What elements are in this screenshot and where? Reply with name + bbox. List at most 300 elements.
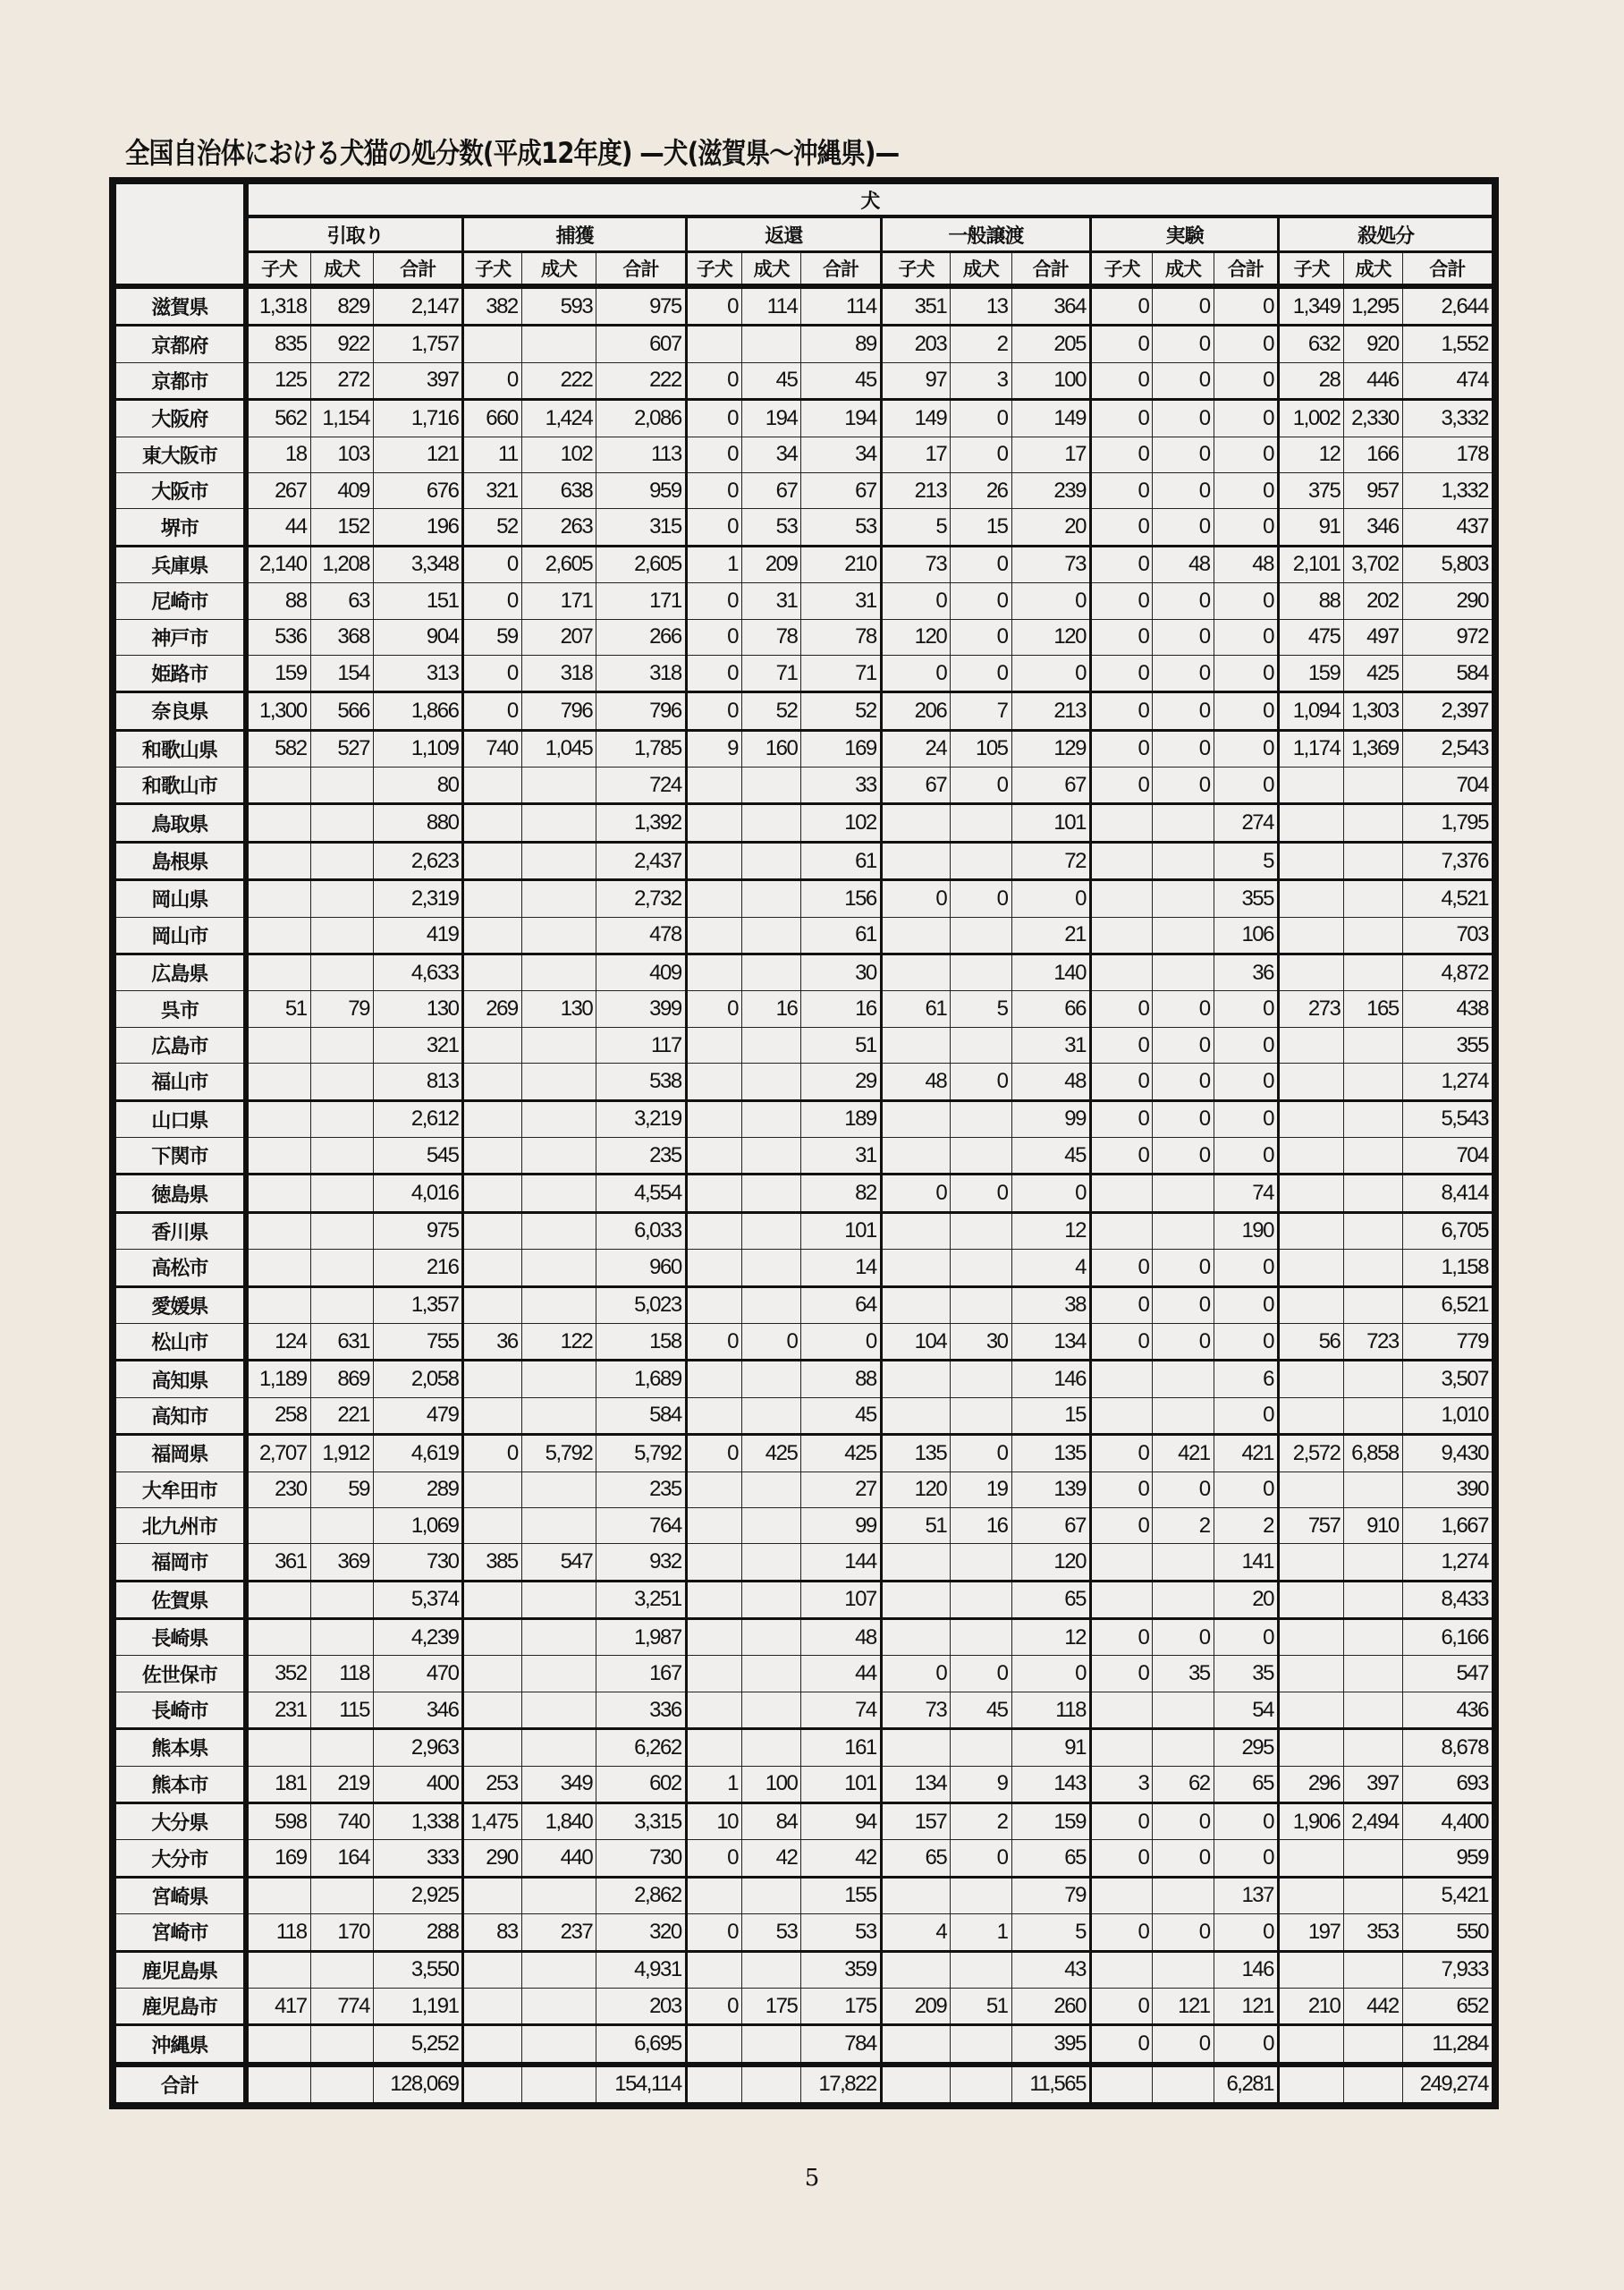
table-cell [1344,1692,1402,1728]
table-cell [310,1250,373,1286]
table-cell: 34 [742,437,801,472]
table-cell [1279,880,1344,917]
table-cell: 425 [801,1435,881,1472]
table-cell: 181 [246,1766,310,1802]
table-cell: 1,475 [463,1803,521,1840]
table-cell: 104 [881,1323,950,1360]
table-cell: 52 [801,692,881,730]
table-cell: 74 [801,1692,881,1728]
table-cell [1279,1175,1344,1212]
table-cell [742,842,801,879]
table-cell: 349 [521,1766,596,1802]
row-label: 高知県 [113,1361,246,1397]
table-cell: 0 [1214,1027,1278,1063]
table-cell [246,917,310,954]
table-cell: 5,252 [373,2025,463,2065]
table-cell: 91 [1011,1729,1090,1766]
table-cell: 16 [951,1507,1011,1543]
table-cell: 400 [373,1766,463,1802]
table-cell: 6,166 [1402,1619,1495,1656]
table-cell: 346 [1344,509,1402,546]
header-corner [113,181,246,286]
table-cell [1279,1137,1344,1174]
table-cell: 1,689 [596,1361,687,1397]
table-cell: 213 [1011,692,1090,730]
table-cell: 239 [1011,472,1090,508]
table-cell: 1,369 [1344,730,1402,767]
table-cell [246,804,310,842]
table-cell: 118 [310,1656,373,1692]
table-cell: 88 [801,1361,881,1397]
table-cell [881,1877,950,1913]
row-label: 京都市 [113,362,246,399]
table-cell: 11 [463,437,521,472]
table-cell: 0 [1090,583,1152,619]
table-cell: 438 [1402,991,1495,1027]
table-cell: 796 [521,692,596,730]
header-subcol: 成犬 [310,252,373,287]
table-cell [1279,1100,1344,1137]
table-cell: 146 [1011,1361,1090,1397]
table-cell [686,1137,741,1174]
table-cell: 17,822 [801,2065,881,2106]
table-cell: 1,866 [373,692,463,730]
table-cell [521,1472,596,1507]
table-cell: 0 [1153,1286,1214,1323]
table-cell [742,1250,801,1286]
table-cell: 3,219 [596,1100,687,1137]
table-cell: 1,912 [310,1435,373,1472]
table-cell: 0 [1090,1988,1152,2024]
table-cell: 295 [1214,1729,1278,1766]
table-cell: 45 [801,362,881,399]
table-cell: 361 [246,1544,310,1581]
table-cell: 320 [596,1914,687,1951]
table-cell [1344,1581,1402,1618]
table-cell: 1,094 [1279,692,1344,730]
table-cell: 724 [596,768,687,804]
table-cell: 159 [1279,655,1344,691]
table-cell: 0 [1214,326,1278,362]
table-cell: 0 [1090,362,1152,399]
table-cell [686,917,741,954]
table-cell: 71 [801,655,881,691]
table-row [113,1692,1495,1728]
table-cell: 0 [686,1914,741,1951]
table-cell: 1,069 [373,1507,463,1543]
table-cell: 4,931 [596,1951,687,1988]
table-row [113,1212,1495,1249]
header-animal: 犬 [246,181,1495,216]
table-cell: 1,349 [1279,286,1344,326]
table-cell: 64 [801,1286,881,1323]
table-cell [686,1581,741,1618]
table-cell [686,1064,741,1100]
table-cell: 61 [801,842,881,879]
table-cell [742,1286,801,1323]
row-label: 福岡県 [113,1435,246,1472]
table-cell: 0 [1090,1472,1152,1507]
table-row [113,1286,1495,1323]
table-cell [310,1027,373,1063]
table-row [113,1472,1495,1507]
table-cell: 1,208 [310,546,373,582]
table-cell: 53 [742,509,801,546]
table-cell [246,1250,310,1286]
header-group: 返還 [686,216,881,252]
table-cell: 140 [1011,954,1090,991]
table-cell: 158 [596,1323,687,1360]
table-cell: 315 [596,509,687,546]
table-cell [742,1397,801,1434]
row-label: 沖縄県 [113,2025,246,2065]
table-cell: 730 [596,1840,687,1877]
table-cell [310,1137,373,1174]
table-row [113,362,1495,399]
table-cell: 425 [1344,655,1402,691]
table-cell [463,1988,521,2024]
table-cell: 0 [1153,326,1214,362]
table-cell [686,2025,741,2065]
table-cell: 880 [373,804,463,842]
table-cell: 202 [1344,583,1402,619]
table-cell: 730 [373,1544,463,1581]
table-cell [742,1100,801,1137]
table-cell: 156 [801,880,881,917]
table-cell [246,842,310,879]
table-cell: 209 [881,1988,950,2024]
table-cell: 290 [1402,583,1495,619]
table-cell: 13 [951,286,1011,326]
table-cell: 364 [1011,286,1090,326]
table-cell: 120 [1011,619,1090,655]
table-cell: 117 [596,1027,687,1063]
table-cell [1344,1619,1402,1656]
disposal-table-container [109,177,1499,2102]
table-cell: 0 [1214,437,1278,472]
table-cell: 2,644 [1402,286,1495,326]
table-cell [686,1507,741,1543]
table-cell: 3,332 [1402,400,1495,437]
table-cell: 1,987 [596,1619,687,1656]
row-label: 宮崎県 [113,1877,246,1913]
table-cell: 0 [1090,692,1152,730]
table-cell: 83 [463,1914,521,1951]
table-cell: 2,572 [1279,1435,1344,1472]
table-cell: 194 [742,400,801,437]
table-cell: 0 [1153,583,1214,619]
table-cell: 0 [686,437,741,472]
table-cell: 88 [246,583,310,619]
table-cell: 91 [1279,509,1344,546]
table-cell: 290 [463,1840,521,1877]
table-cell: 390 [1402,1472,1495,1507]
table-cell: 273 [1279,991,1344,1027]
table-row [113,692,1495,730]
table-cell: 538 [596,1064,687,1100]
table-cell: 26 [951,472,1011,508]
table-cell: 0 [463,655,521,691]
table-cell: 15 [951,509,1011,546]
table-cell: 114 [801,286,881,326]
row-label: 大阪府 [113,400,246,437]
table-cell: 107 [801,1581,881,1618]
table-cell [1344,1729,1402,1766]
table-cell: 67 [1011,768,1090,804]
table-cell: 0 [1090,400,1152,437]
table-cell: 3,507 [1402,1361,1495,1397]
table-cell: 59 [463,619,521,655]
table-cell [310,1212,373,1249]
table-cell [463,1507,521,1543]
table-cell: 9 [951,1766,1011,1802]
table-cell [463,917,521,954]
table-cell [686,1472,741,1507]
row-label: 徳島県 [113,1175,246,1212]
table-cell: 1,189 [246,1361,310,1397]
table-cell: 175 [801,1988,881,2024]
table-cell: 0 [1090,1803,1152,1840]
table-cell [246,954,310,991]
table-cell: 972 [1402,619,1495,655]
table-cell: 704 [1402,768,1495,804]
table-cell [1153,1397,1214,1434]
table-cell: 170 [310,1914,373,1951]
table-cell: 5,543 [1402,1100,1495,1137]
table-cell: 51 [246,991,310,1027]
table-cell: 0 [951,546,1011,582]
table-cell: 11,565 [1011,2065,1090,2106]
table-cell: 235 [596,1472,687,1507]
table-cell: 79 [1011,1877,1090,1913]
table-cell: 80 [373,768,463,804]
table-cell: 1,274 [1402,1064,1495,1100]
table-cell [310,880,373,917]
table-cell [1153,1581,1214,1618]
table-cell: 216 [373,1250,463,1286]
header-subcol: 子犬 [246,252,310,287]
table-row [113,1544,1495,1581]
table-cell: 73 [881,546,950,582]
table-cell [463,1656,521,1692]
table-cell: 547 [1402,1656,1495,1692]
table-cell [951,1877,1011,1913]
table-cell: 932 [596,1544,687,1581]
row-label: 山口県 [113,1100,246,1137]
table-cell: 53 [801,509,881,546]
table-cell: 593 [521,286,596,326]
table-cell: 31 [801,583,881,619]
table-cell: 0 [1214,362,1278,399]
table-cell: 2,862 [596,1877,687,1913]
table-cell [521,1286,596,1323]
table-cell [1344,804,1402,842]
table-cell: 135 [881,1435,950,1472]
page-title: 全国自治体における犬猫の処分数(平成12年度) —犬(滋賀県～沖縄県)— [125,136,900,170]
table-cell: 143 [1011,1766,1090,1802]
table-cell: 18 [246,437,310,472]
table-cell: 34 [801,437,881,472]
table-cell: 550 [1402,1914,1495,1951]
table-row [113,1766,1495,1802]
table-cell [742,1729,801,1766]
table-cell [310,1064,373,1100]
table-cell [686,1692,741,1728]
row-label: 広島市 [113,1027,246,1063]
table-cell: 52 [463,509,521,546]
table-cell [463,1581,521,1618]
table-cell: 253 [463,1766,521,1802]
table-cell: 5 [1011,1914,1090,1951]
table-cell: 97 [881,362,950,399]
table-cell: 222 [521,362,596,399]
table-row [113,655,1495,691]
table-cell: 152 [310,509,373,546]
table-cell: 53 [801,1914,881,1951]
table-cell: 0 [686,1435,741,1472]
table-cell: 0 [1090,1914,1152,1951]
table-cell [1279,1729,1344,1766]
table-cell [463,2065,521,2106]
table-cell: 829 [310,286,373,326]
header-subcol: 合計 [801,252,881,287]
table-cell: 0 [1214,400,1278,437]
table-cell: 0 [1090,1435,1152,1472]
table-cell: 222 [596,362,687,399]
table-cell [1090,2065,1152,2106]
table-cell: 740 [463,730,521,767]
table-cell: 0 [686,1988,741,2024]
table-cell [881,1581,950,1618]
table-cell: 52 [742,692,801,730]
table-cell: 2,925 [373,1877,463,1913]
table-cell: 7 [951,692,1011,730]
table-cell [881,804,950,842]
table-cell: 9,430 [1402,1435,1495,1472]
table-cell: 2,494 [1344,1803,1402,1840]
table-cell: 88 [1279,583,1344,619]
table-cell: 2,543 [1402,730,1495,767]
table-cell: 1,158 [1402,1250,1495,1286]
table-cell: 0 [951,655,1011,691]
table-cell: 0 [951,880,1011,917]
table-cell: 336 [596,1692,687,1728]
table-cell: 479 [373,1397,463,1434]
table-cell: 2 [1214,1507,1278,1543]
table-cell: 67 [1011,1507,1090,1543]
table-cell: 4 [881,1914,950,1951]
table-cell [521,1212,596,1249]
table-row [113,546,1495,582]
table-row [113,1988,1495,2024]
table-cell: 1,392 [596,804,687,842]
table-cell: 0 [1214,509,1278,546]
table-cell: 3 [1090,1766,1152,1802]
table-cell [881,2065,950,2106]
table-cell: 536 [246,619,310,655]
table-cell: 3,550 [373,1951,463,1988]
table-cell [463,1472,521,1507]
table-cell [463,1397,521,1434]
table-cell: 94 [801,1803,881,1840]
table-cell: 0 [1153,1840,1214,1877]
table-cell: 0 [686,362,741,399]
table-cell: 178 [1402,437,1495,472]
table-cell [1090,1581,1152,1618]
table-cell [1279,1877,1344,1913]
row-label: 高知市 [113,1397,246,1434]
table-cell: 774 [310,1988,373,2024]
table-cell [521,1064,596,1100]
table-cell: 497 [1344,619,1402,655]
table-cell [1344,1361,1402,1397]
table-cell: 3 [951,362,1011,399]
table-cell [521,2065,596,2106]
table-cell: 4 [1011,1250,1090,1286]
table-cell: 437 [1402,509,1495,546]
table-cell: 38 [1011,1286,1090,1323]
table-cell: 7,376 [1402,842,1495,879]
table-cell: 51 [801,1027,881,1063]
table-cell: 0 [1214,2025,1278,2065]
table-cell [521,1877,596,1913]
table-cell [1279,804,1344,842]
table-cell: 0 [951,1435,1011,1472]
table-row [113,1619,1495,1656]
table-cell: 0 [1090,1323,1152,1360]
table-cell: 56 [1279,1323,1344,1360]
table-cell: 16 [801,991,881,1027]
table-cell: 45 [742,362,801,399]
table-cell: 28 [1279,362,1344,399]
table-cell: 296 [1279,1766,1344,1802]
table-cell: 160 [742,730,801,767]
header-subcol: 成犬 [521,252,596,287]
table-cell [742,1544,801,1581]
table-cell: 120 [881,619,950,655]
table-cell: 757 [1279,1507,1344,1543]
table-cell: 14 [801,1250,881,1286]
table-cell [686,1027,741,1063]
table-cell [1279,768,1344,804]
header-subcol: 子犬 [463,252,521,287]
table-cell: 27 [801,1472,881,1507]
table-cell: 313 [373,655,463,691]
table-cell: 42 [742,1840,801,1877]
table-cell [1344,1877,1402,1913]
table-cell: 272 [310,362,373,399]
table-cell: 607 [596,326,687,362]
table-cell [1279,842,1344,879]
table-cell: 1,109 [373,730,463,767]
row-label: 香川県 [113,1212,246,1249]
table-cell [310,804,373,842]
table-cell: 0 [951,437,1011,472]
table-cell: 1,552 [1402,326,1495,362]
table-cell: 440 [521,1840,596,1877]
table-cell [1279,1361,1344,1397]
table-cell: 562 [246,400,310,437]
table-cell: 631 [310,1323,373,1360]
table-cell: 1,840 [521,1803,596,1840]
table-row [113,1951,1495,1988]
table-cell: 0 [1214,619,1278,655]
table-cell: 48 [1153,546,1214,582]
table-cell: 137 [1214,1877,1278,1913]
table-cell: 0 [1090,1064,1152,1100]
header-subcol: 子犬 [881,252,950,287]
table-cell: 869 [310,1361,373,1397]
